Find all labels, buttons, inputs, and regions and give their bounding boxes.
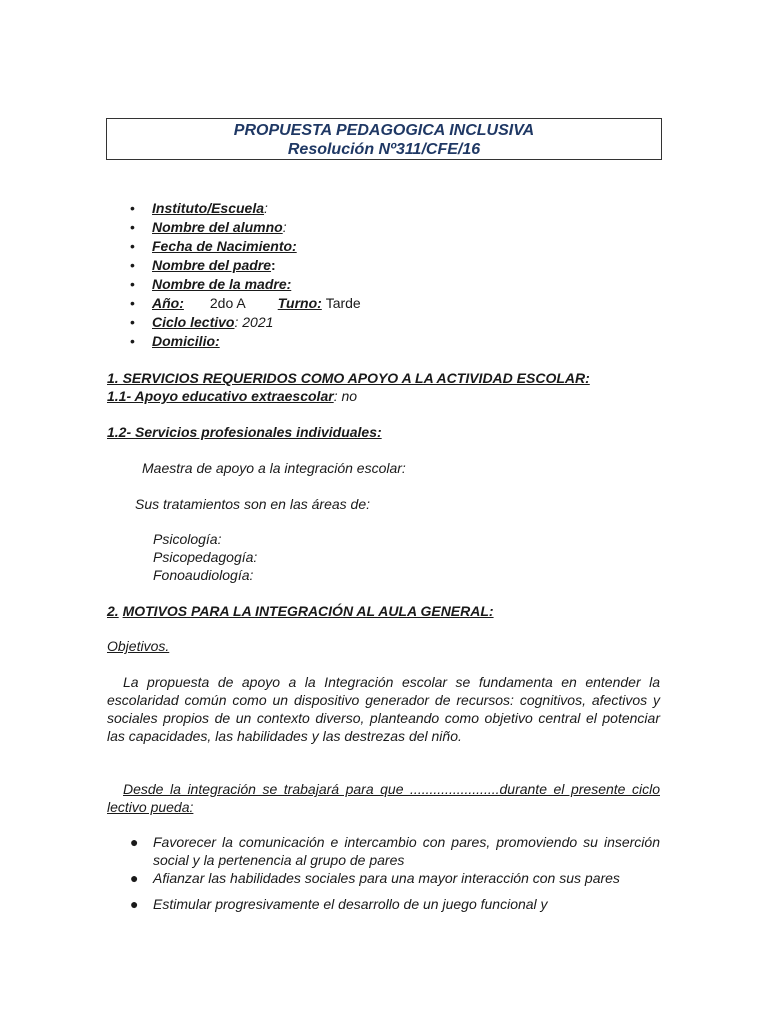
- field-value: 2021: [242, 314, 274, 330]
- field-ciclo-lectivo: [130, 313, 361, 332]
- field-value-turno: Tarde: [325, 295, 361, 311]
- bullet-icon: ●: [130, 834, 139, 850]
- goals-list: [130, 833, 660, 913]
- bullet-icon: •: [130, 219, 135, 235]
- field-fecha-nacimiento: [130, 237, 361, 256]
- field-instituto: [130, 199, 361, 218]
- goal-text: Afianzar las habilidades sociales para una mayor interacción con sus pares: [153, 870, 620, 886]
- field-nombre-padre: [130, 256, 361, 275]
- field-label: Domicilio:: [152, 333, 220, 349]
- field-label: Nombre de la madre:: [152, 276, 292, 292]
- title-box: [106, 118, 662, 160]
- field-nombre-alumno: [130, 218, 361, 237]
- field-domicilio: [130, 332, 361, 351]
- bullet-icon: •: [130, 333, 135, 349]
- area-item: Psicología:: [153, 531, 222, 547]
- sub1-value: : no: [333, 388, 358, 404]
- bullet-icon: •: [130, 314, 135, 330]
- field-value: 2do A: [209, 295, 246, 311]
- sub1-label: 1.1- Apoyo educativo extraescolar: [107, 388, 334, 404]
- section2-heading: [107, 602, 494, 620]
- paragraph-rationale: La propuesta de apoyo a la Integración escolar se fundamenta en entender la escolaridad común como un dispositivo generador de recursos: cognitivos, afectivos y sociales propios de un contexto diverso, planteando como objetivo central el potenciar las capacidades, las habilidades y las destrezas del niño.: [107, 674, 660, 744]
- field-nombre-madre: [130, 275, 361, 294]
- bullet-icon: ●: [130, 896, 139, 912]
- goal-text: Favorecer la comunicación e intercambio con pares, promoviendo su inserción social y la pertenencia al grupo de pares: [153, 834, 660, 868]
- goal-item: [130, 833, 660, 869]
- section1-heading: 1. SERVICIOS REQUERIDOS COMO APOYO A LA ACTIVIDAD ESCOLAR:: [107, 370, 590, 386]
- field-label: Instituto/Escuela: [152, 200, 265, 216]
- section2-heading-num: 2.: [107, 603, 119, 619]
- goal-text: Estimular progresivamente el desarrollo de un juego funcional y: [153, 896, 548, 912]
- field-suffix: :: [282, 219, 287, 235]
- section1-sub1: [107, 387, 357, 405]
- bullet-icon: •: [130, 257, 135, 273]
- section2-heading-text: MOTIVOS PARA LA INTEGRACIÓN AL AULA GENERAL:: [122, 603, 494, 619]
- field-suffix: :: [234, 314, 239, 330]
- field-label: Fecha de Nacimiento:: [152, 238, 297, 254]
- goal-item: [130, 869, 660, 887]
- field-label: Nombre del alumno: [152, 219, 283, 235]
- area-item: Fonoaudiología:: [153, 567, 254, 583]
- paragraph-goals-intro: Desde la integración se trabajará para que .......................durante el presente ciclo lectivo pueda:: [107, 781, 660, 815]
- field-suffix: :: [264, 200, 268, 216]
- document-subtitle: Resolución Nº311/CFE/16: [287, 141, 481, 158]
- support-teacher-line: Maestra de apoyo a la integración escolar:: [142, 460, 406, 476]
- field-suffix: :: [271, 257, 276, 273]
- field-label: Nombre del padre: [152, 257, 272, 273]
- document-title: PROPUESTA PEDAGOGICA INCLUSIVA: [233, 122, 535, 139]
- bullet-icon: •: [130, 276, 135, 292]
- goal-item: [130, 895, 660, 913]
- treatments-intro: Sus tratamientos son en las áreas de:: [135, 496, 371, 512]
- section1-sub2: 1.2- Servicios profesionales individuales:: [107, 424, 382, 440]
- field-anio-turno: [130, 294, 361, 313]
- objectives-label: Objetivos.: [107, 638, 170, 654]
- area-item: Psicopedagogía:: [153, 549, 258, 565]
- bullet-icon: •: [130, 238, 135, 254]
- bullet-icon: •: [130, 200, 135, 216]
- field-label: Ciclo lectivo: [152, 314, 235, 330]
- field-label: Año:: [152, 295, 184, 311]
- student-info-list: [130, 199, 361, 351]
- field-label-turno: Turno:: [277, 295, 322, 311]
- bullet-icon: ●: [130, 870, 139, 886]
- bullet-icon: •: [130, 295, 135, 311]
